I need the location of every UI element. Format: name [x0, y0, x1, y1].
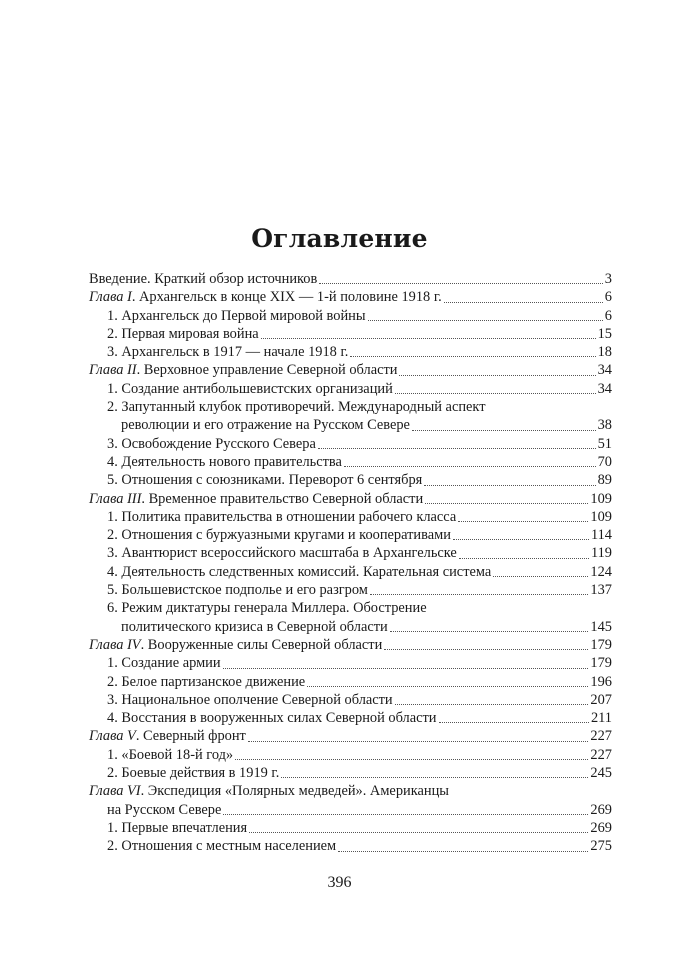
entry-text: 1. Политика правительства в отношении рабочего класса: [107, 508, 457, 525]
toc-entry-title: [107, 691, 393, 709]
entry-text: 3. Освобождение Русского Севера: [107, 435, 316, 452]
toc-entry-title: [107, 307, 366, 325]
toc-entry-title: [107, 819, 247, 837]
toc-page-number: 179: [590, 655, 612, 672]
entry-text: 1. Архангельск до Первой мировой войны: [107, 307, 366, 324]
dot-leader: [453, 538, 589, 540]
dot-leader: [281, 776, 588, 778]
toc-page-number: 34: [597, 362, 612, 379]
entry-text: 1. «Боевой 18-й год»: [107, 746, 234, 763]
toc-entry-title: [107, 398, 486, 416]
dot-leader: [384, 648, 588, 650]
toc-page-number: 269: [590, 819, 612, 836]
chapter-label: Глава V: [89, 728, 136, 745]
entry-text: 2. Боевые действия в 1919 г.: [107, 765, 280, 782]
toc-page-number: 124: [590, 563, 612, 580]
toc-entry-title: [89, 782, 449, 800]
toc-page-number: 275: [590, 838, 612, 855]
toc-section-entry: [89, 508, 612, 526]
chapter-label: Глава II: [89, 362, 137, 379]
dot-leader: [261, 337, 596, 339]
entry-text: . Северный фронт: [135, 728, 246, 745]
dot-leader: [318, 447, 596, 449]
toc-entry-title: [107, 435, 316, 453]
toc-section-entry: [89, 837, 612, 855]
dot-leader: [307, 685, 588, 687]
toc-section-entry: [89, 307, 612, 325]
entry-text: 2. Отношения с буржуазными кругами и кооперативами: [107, 527, 451, 544]
dot-leader: [223, 813, 588, 815]
toc-section-entry: [89, 526, 612, 544]
dot-leader: [223, 667, 589, 669]
table-of-contents: [89, 270, 612, 856]
toc-chapter-entry: [89, 636, 612, 654]
toc-section-entry: [89, 380, 612, 398]
toc-page-number: 137: [590, 582, 612, 599]
toc-entry-title: [107, 325, 259, 343]
toc-entry-title: [89, 636, 382, 654]
toc-page-number: 227: [590, 746, 612, 763]
toc-entry-title: [107, 837, 336, 855]
toc-section-entry: [89, 581, 612, 599]
toc-page-number: 145: [590, 618, 612, 635]
toc-entry-title: [107, 673, 305, 691]
toc-section-entry: [89, 673, 612, 691]
toc-page-number: 207: [590, 691, 612, 708]
toc-entry-title: [107, 508, 456, 526]
entry-text-continuation: революции и его отражение на Русском Севере: [121, 417, 410, 434]
toc-section-entry: [89, 398, 612, 435]
chapter-label: Глава III: [89, 490, 142, 507]
toc-page-number: 269: [590, 801, 612, 818]
entry-text: 5. Отношения с союзниками. Переворот 6 сентября: [107, 472, 423, 489]
chapter-label: Глава I: [89, 289, 132, 306]
entry-text: . Архангельск в конце XIX — 1-й половине 1918 г.: [131, 289, 442, 306]
toc-section-entry: [89, 691, 612, 709]
dot-leader: [459, 557, 589, 559]
toc-page-number: 70: [597, 453, 612, 470]
toc-section-entry: [89, 471, 612, 489]
entry-text: . Экспедиция «Полярных медведей». Американцы: [140, 783, 449, 800]
entry-text: 6. Режим диктатуры генерала Миллера. Обострение: [107, 600, 427, 617]
entry-text: 2. Запутанный клубок противоречий. Международный аспект: [107, 399, 486, 416]
toc-entry-title: [107, 599, 427, 617]
entry-text: 1. Первые впечатления: [107, 819, 248, 836]
toc-section-entry: [89, 453, 612, 471]
dot-leader: [412, 429, 596, 431]
dot-leader: [395, 392, 596, 394]
dot-leader: [399, 374, 595, 376]
toc-section-entry: [89, 343, 612, 361]
toc-page-number: 179: [590, 636, 612, 653]
entry-text: 5. Большевистское подполье и его разгром: [107, 582, 368, 599]
toc-page-number: 109: [590, 490, 612, 507]
toc-section-entry: [89, 709, 612, 727]
toc-entry-title: [107, 581, 368, 599]
toc-section-entry: [89, 599, 612, 636]
toc-entry-title: [107, 654, 221, 672]
page-number: 396: [327, 874, 352, 891]
toc-entry-title: [89, 361, 397, 379]
toc-page-number: 3: [604, 271, 612, 287]
entry-text: 3. Национальное ополчение Северной области: [107, 691, 393, 708]
entry-text-continuation: политического кризиса в Северной области: [121, 618, 388, 635]
entry-text: . Вооруженные силы Северной области: [140, 636, 383, 653]
dot-leader: [390, 630, 589, 632]
chapter-label: Глава IV: [89, 636, 141, 653]
toc-entry-title: [107, 343, 348, 361]
toc-entry-title: [89, 727, 246, 745]
toc-entry-title: [107, 563, 491, 581]
toc-entry-title: [107, 471, 422, 489]
toc-section-entry: [89, 544, 612, 562]
toc-page-number: 6: [604, 307, 612, 324]
toc-chapter-entry: [89, 782, 612, 819]
entry-text-continuation: на Русском Севере: [107, 801, 222, 818]
entry-text: 2. Первая мировая война: [107, 325, 259, 342]
dot-leader: [344, 465, 596, 467]
chapter-label: Глава VI: [89, 783, 141, 800]
toc-page-number: 227: [590, 728, 612, 745]
toc-chapter-entry: [89, 361, 612, 379]
toc-page-number: 211: [590, 710, 612, 727]
toc-page-number: 109: [590, 508, 612, 525]
toc-section-entry: [89, 819, 612, 837]
dot-leader: [338, 850, 588, 852]
page-title: Оглавление: [251, 224, 428, 253]
entry-text: 4. Восстания в вооруженных силах Северной области: [107, 710, 437, 727]
toc-entry-title: [107, 453, 342, 471]
toc-page-number: 114: [590, 527, 612, 544]
toc-intro-entry: [89, 270, 612, 288]
toc-page-number: 51: [597, 435, 612, 452]
dot-leader: [249, 831, 588, 833]
toc-chapter-entry: [89, 288, 612, 306]
dot-leader: [424, 484, 595, 486]
dot-leader: [235, 758, 588, 760]
dot-leader: [350, 355, 595, 357]
dot-leader: [493, 575, 588, 577]
entry-text: . Временное правительство Северной области: [141, 490, 424, 507]
toc-page-number: 196: [590, 673, 612, 690]
entry-text: . Верховное управление Северной области: [136, 362, 398, 379]
entry-text: 2. Отношения с местным населением: [107, 838, 337, 855]
toc-entry-title: [89, 270, 317, 288]
toc-section-entry: [89, 325, 612, 343]
dot-leader: [248, 740, 589, 742]
entry-text: Введение. Краткий обзор источников: [89, 271, 318, 287]
toc-entry-title: [107, 746, 233, 764]
dot-leader: [370, 593, 589, 595]
entry-text: 4. Деятельность следственных комиссий. Карательная система: [107, 563, 492, 580]
dot-leader: [425, 502, 588, 504]
toc-section-entry: [89, 563, 612, 581]
entry-text: 1. Создание армии: [107, 655, 221, 672]
toc-section-entry: [89, 435, 612, 453]
toc-entry-title: [89, 288, 442, 306]
toc-entry-title: [89, 490, 423, 508]
toc-entry-title: [107, 764, 279, 782]
dot-leader: [439, 721, 589, 723]
toc-entry-title: [107, 544, 457, 562]
toc-page-number: 119: [590, 545, 612, 562]
toc-page-number: 38: [597, 417, 612, 434]
entry-text: 3. Авантюрист всероссийского масштаба в Архангельске: [107, 545, 457, 562]
dot-leader: [319, 282, 603, 284]
toc-chapter-entry: [89, 490, 612, 508]
toc-chapter-entry: [89, 727, 612, 745]
dot-leader: [368, 319, 603, 321]
toc-section-entry: [89, 654, 612, 672]
dot-leader: [444, 301, 603, 303]
entry-text: 3. Архангельск в 1917 — начале 1918 г.: [107, 344, 349, 361]
toc-page-number: 34: [597, 380, 612, 397]
toc-page-number: 245: [590, 765, 612, 782]
toc-entry-title: [107, 709, 437, 727]
toc-section-entry: [89, 746, 612, 764]
entry-text: 2. Белое партизанское движение: [107, 673, 306, 690]
toc-page-number: 89: [597, 472, 612, 489]
toc-page-number: 18: [597, 344, 612, 361]
entry-text: 1. Создание антибольшевистских организаций: [107, 380, 393, 397]
toc-page-number: 6: [604, 289, 612, 306]
dot-leader: [458, 520, 588, 522]
dot-leader: [395, 703, 589, 705]
toc-entry-title: [107, 526, 451, 544]
toc-entry-title: [107, 380, 393, 398]
toc-page-number: 15: [597, 325, 612, 342]
entry-text: 4. Деятельность нового правительства: [107, 453, 342, 470]
toc-section-entry: [89, 764, 612, 782]
